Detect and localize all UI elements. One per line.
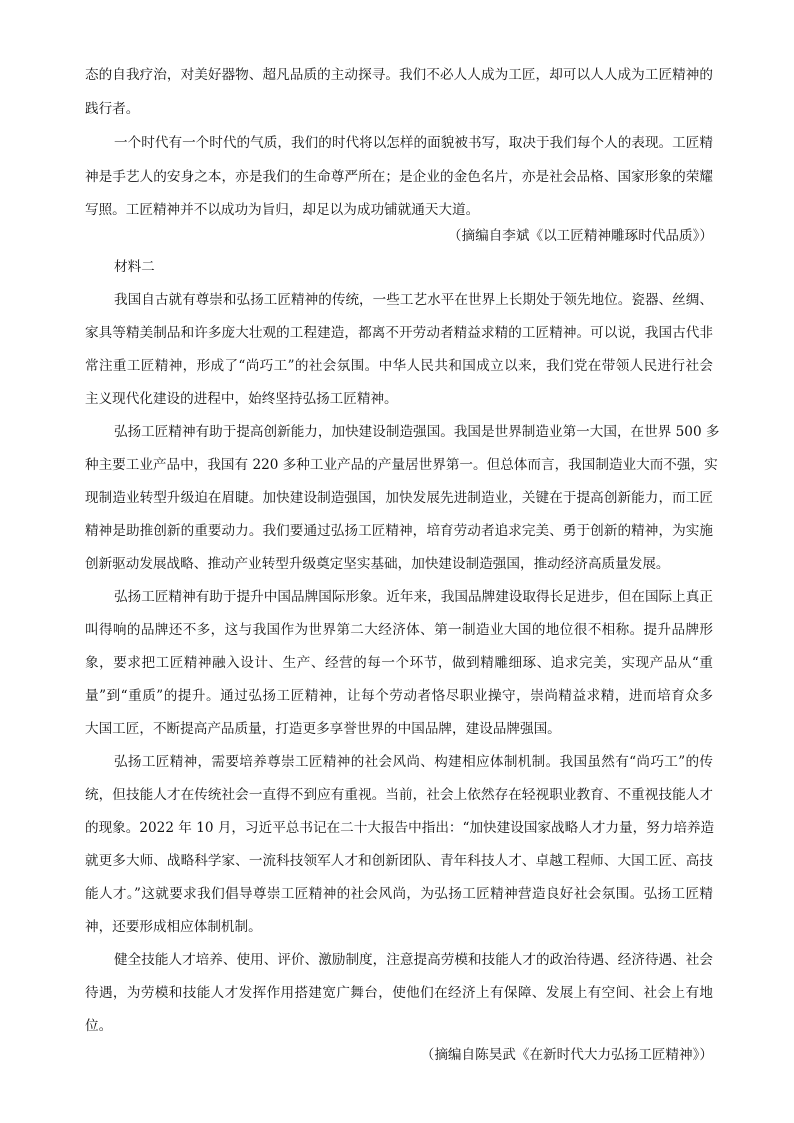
text-line: 就更多大师、战略科学家、一流科技领军人才和创新团队、青年科技人才、卓越工程师、大国工匠、高技 [85,853,713,869]
text-line: 写照。工匠精神并不以成功为旨归，却足以为成功铺就通天大道。 [85,202,480,218]
text-line: 大国工匠，不断提高产品质量，打造更多享誉世界的中国品牌，建设品牌强国。 [85,721,561,737]
text-line: 健全技能人才培养、使用、评价、激励制度，注意提高劳模和技能人才的政治待遇、经济待遇、社会 [114,952,713,968]
text-line: 神，还要形成相应体制机制。 [85,919,262,935]
text-line: 态的自我疗治，对美好器物、超凡品质的主动探寻。我们不必人人成为工匠，却可以人人成为工匠精神的 [85,67,713,83]
section-heading: 材料二 [114,259,155,275]
text-line: 我国自古就有尊崇和弘扬工匠精神的传统，一些工艺水平在世界上长期处于领先地位。瓷器、丝绸、 [114,292,713,308]
text-line: 弘扬工匠精神有助于提高创新能力，加快建设制造强国。我国是世界制造业第一大国，在世界 500 多 [114,424,720,440]
text-line: 量”到“重质”的提升。通过弘扬工匠精神，让每个劳动者恪尽职业操守，崇尚精益求精，进而培育众多 [85,688,713,704]
text-line: 能人才。”这就要求我们倡导尊崇工匠精神的社会风尚，为弘扬工匠精神营造良好社会氛围。弘扬工匠精 [85,886,713,902]
text-line: 弘扬工匠精神，需要培养尊崇工匠精神的社会风尚、构建相应体制机制。我国虽然有“尚巧工”的传 [114,754,713,770]
text-line: 精神是助推创新的重要动力。我们要通过弘扬工匠精神，培育劳动者追求完美、勇于创新的精神，为实施 [85,523,713,539]
text-line: 待遇，为劳模和技能人才发挥作用搭建宽广舞台，使他们在经济上有保障、发展上有空间、社会上有地 [85,985,713,1001]
source-citation: （摘编自陈昊武《在新时代大力弘扬工匠精神》） [420,1047,713,1063]
text-line: 位。 [85,1018,113,1034]
text-line: 常注重工匠精神，形成了“尚巧工”的社会氛围。中华人民共和国成立以来，我们党在带领人民进行社会 [85,358,713,374]
text-line: 弘扬工匠精神有助于提升中国品牌国际形象。近年来，我国品牌建设取得长足进步，但在国际上真正 [114,589,713,605]
text-line: 神是手艺人的安身之本，亦是我们的生命尊严所在；是企业的金色名片，亦是社会品格、国家形象的荣耀 [85,169,713,185]
text-line: 的现象。2022 年 10 月，习近平总书记在二十大报告中指出：“加快建设国家战略人才力量，努力培养造 [85,820,715,836]
text-line: 象，要求把工匠精神融入设计、生产、经营的每一个环节，做到精雕细琢、追求完美，实现产品从“重 [85,655,713,671]
text-line: 叫得响的品牌还不多，这与我国作为世界第二大经济体、第一制造业大国的地位很不相称。提升品牌形 [85,622,713,638]
text-line: 家具等精美制品和许多庞大壮观的工程建造，都离不开劳动者精益求精的工匠精神。可以说，我国古代非 [85,325,713,341]
text-line: 主义现代化建设的进程中，始终坚持弘扬工匠精神。 [85,391,398,407]
text-line: 统，但技能人才在传统社会一直得不到应有重视。当前，社会上依然存在轻视职业教育、不重视技能人才 [85,787,713,803]
text-line: 创新驱动发展战略、推动产业转型升级奠定坚实基础，加快建设制造强国，推动经济高质量发展。 [85,556,670,572]
text-line: 现制造业转型升级迫在眉睫。加快建设制造强国，加快发展先进制造业，关键在于提高创新能力，而工匠 [85,490,713,506]
text-line: 种主要工业产品中，我国有 220 多种工业产品的产量居世界第一。但总体而言，我国制造业大而不强，实 [85,457,718,473]
text-line: 践行者。 [85,101,140,117]
text-line: 一个时代有一个时代的气质，我们的时代将以怎样的面貌被书写，取决于我们每个人的表现。工匠精 [114,135,713,151]
source-citation: （摘编自李斌《以工匠精神雕琢时代品质》） [447,228,713,244]
